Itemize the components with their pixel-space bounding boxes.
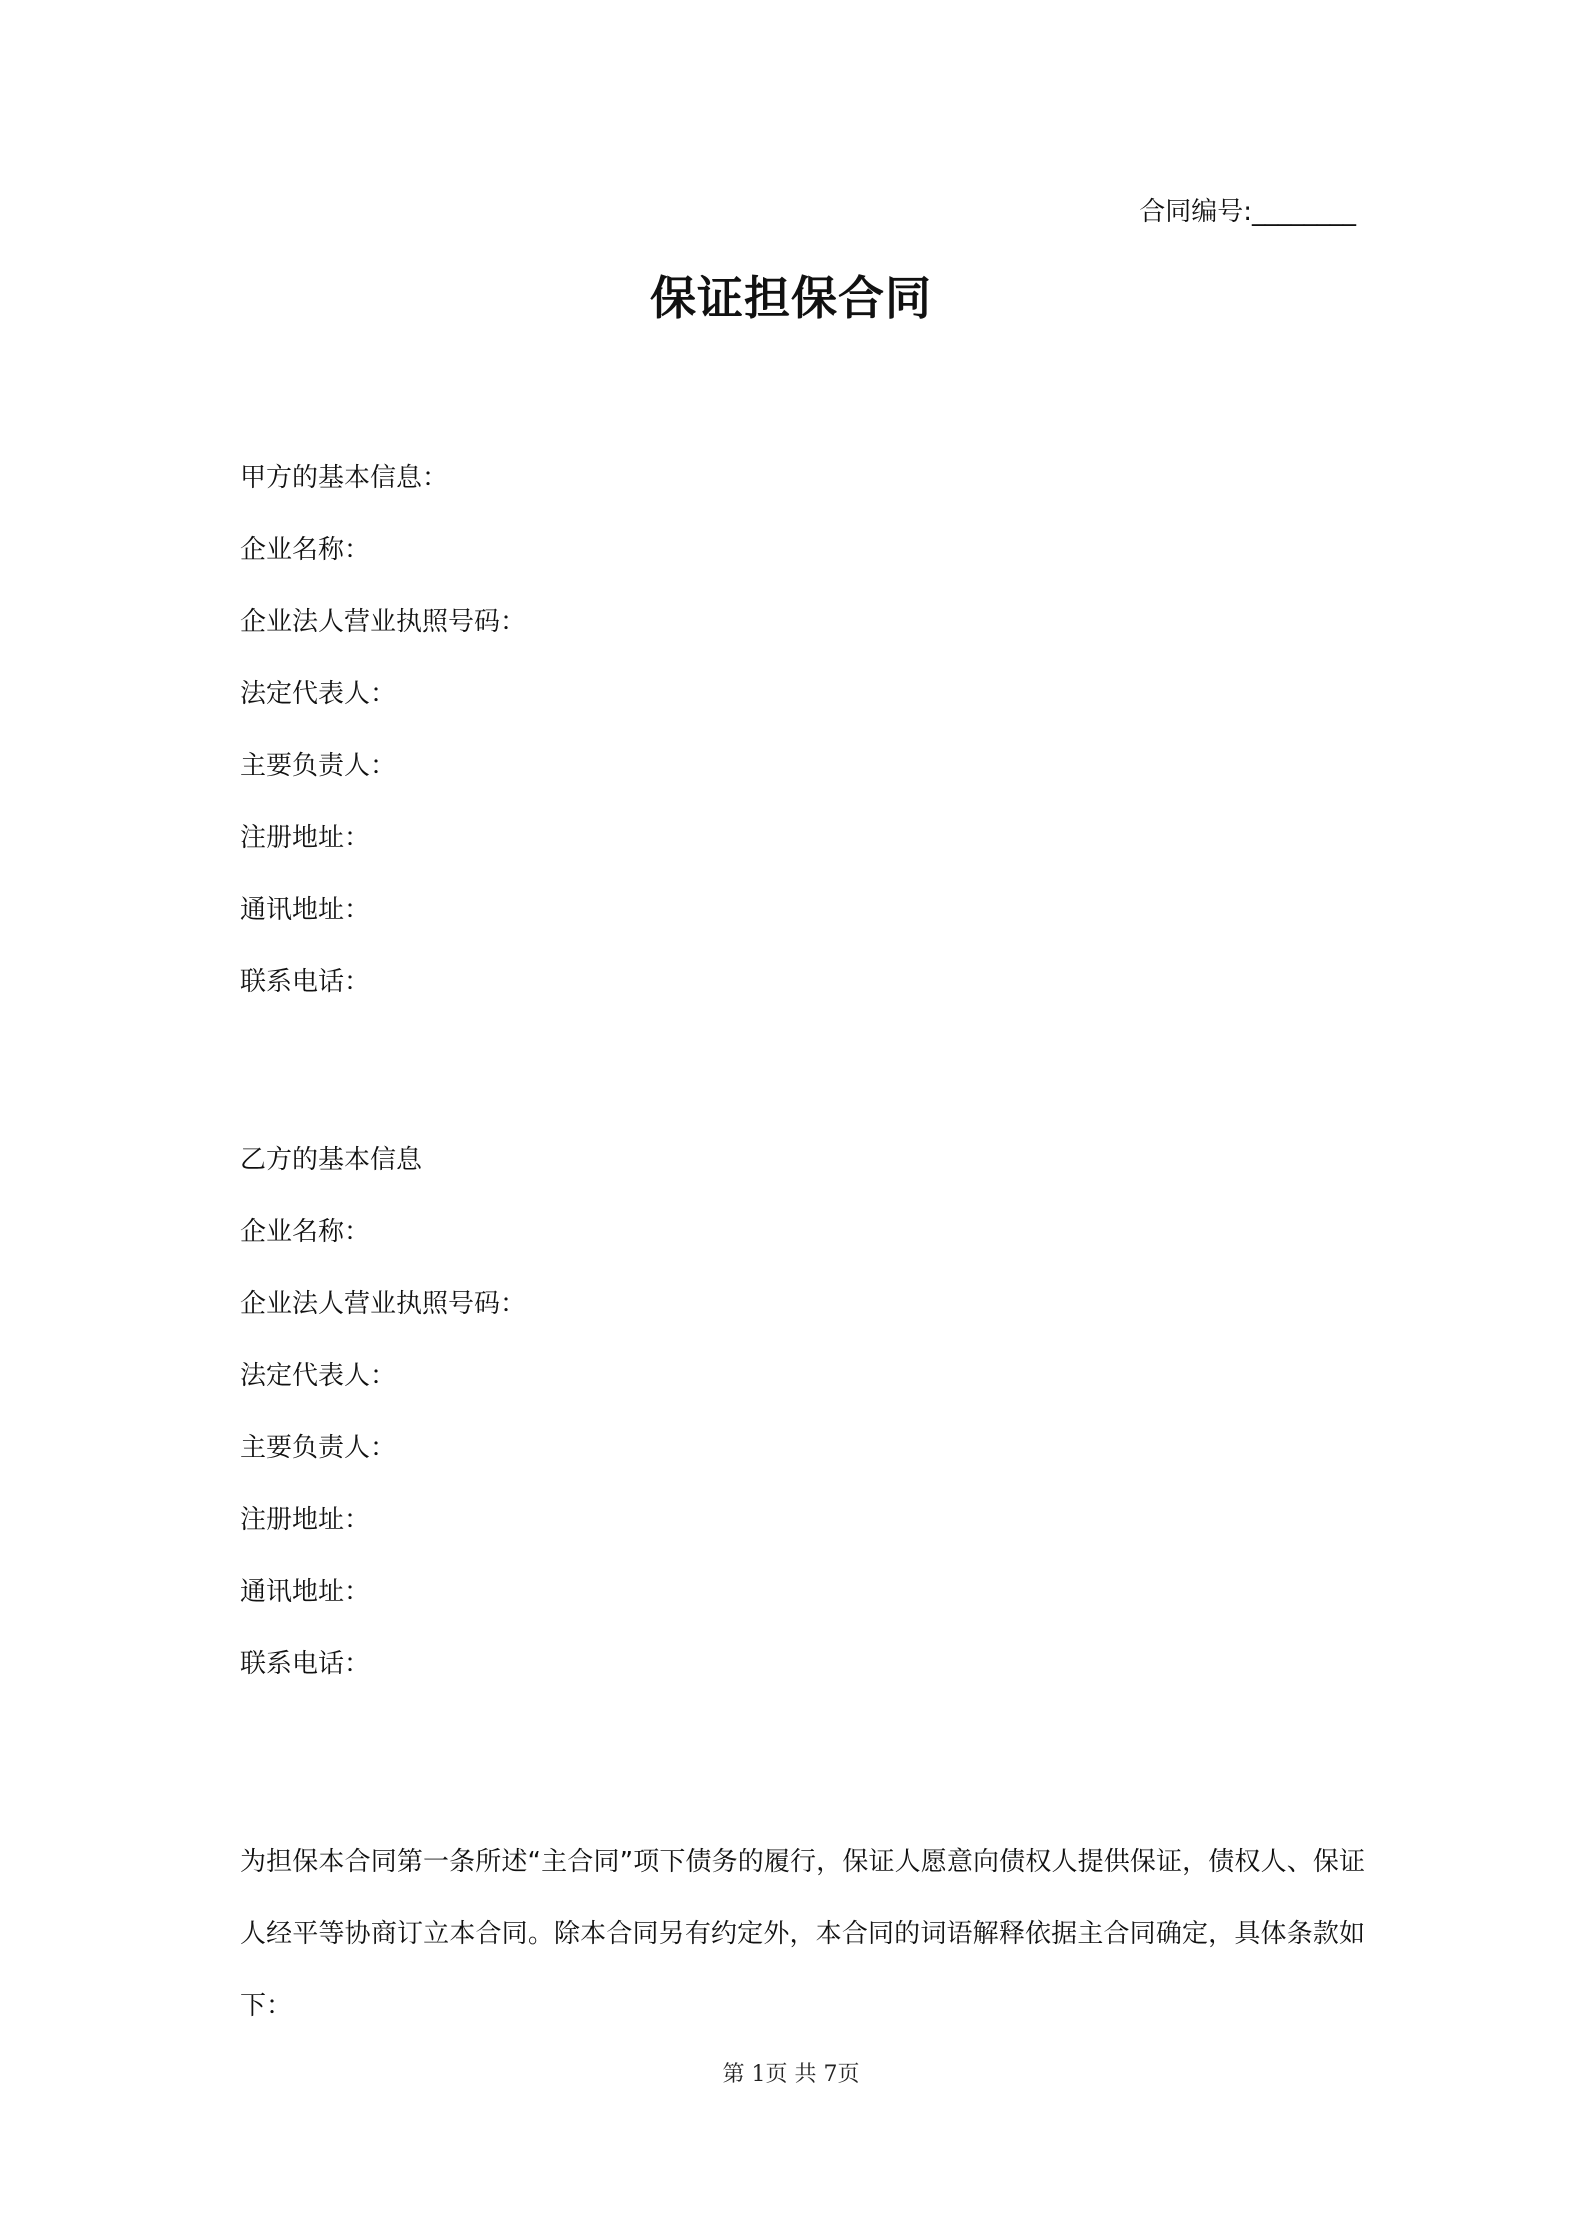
party-a-phone: 联系电话： [240,967,371,997]
party-b-license-number: 企业法人营业执照号码： [240,1289,527,1319]
party-b-phone: 联系电话： [240,1649,371,1679]
party-a-registered-address: 注册地址： [240,823,371,853]
party-b-registered-address: 注册地址： [240,1505,371,1535]
party-a-info [240,461,1360,1037]
party-a-legal-representative: 法定代表人： [240,679,397,709]
document-title: 保证担保合同 [650,271,932,325]
party-b-legal-representative: 法定代表人： [240,1361,397,1391]
party-b-mailing-address: 通讯地址： [240,1577,371,1607]
party-a-heading: 甲方的基本信息： [240,463,449,493]
page-indicator: 第 1页 共 7页 [722,2062,860,2087]
party-b-principal: 主要负责人： [240,1433,397,1463]
party-b-company-name: 企业名称： [240,1217,371,1247]
party-b-heading: 乙方的基本信息 [240,1145,423,1175]
party-a-license-number: 企业法人营业执照号码： [240,607,527,637]
party-b-info [240,1143,1360,1719]
contract-number: 合同编号:________ [1139,197,1356,227]
party-a-company-name: 企业名称： [240,535,371,565]
intro-paragraph: 为担保本合同第一条所述“主合同”项下债务的履行，保证人愿意向债权人提供保证，债权人、保证人经平等协商订立本合同。除本合同另有约定外，本合同的词语解释依据主合同确定，具体条款如下： [240,1847,1365,2021]
party-a-mailing-address: 通讯地址： [240,895,371,925]
party-a-principal: 主要负责人： [240,751,397,781]
